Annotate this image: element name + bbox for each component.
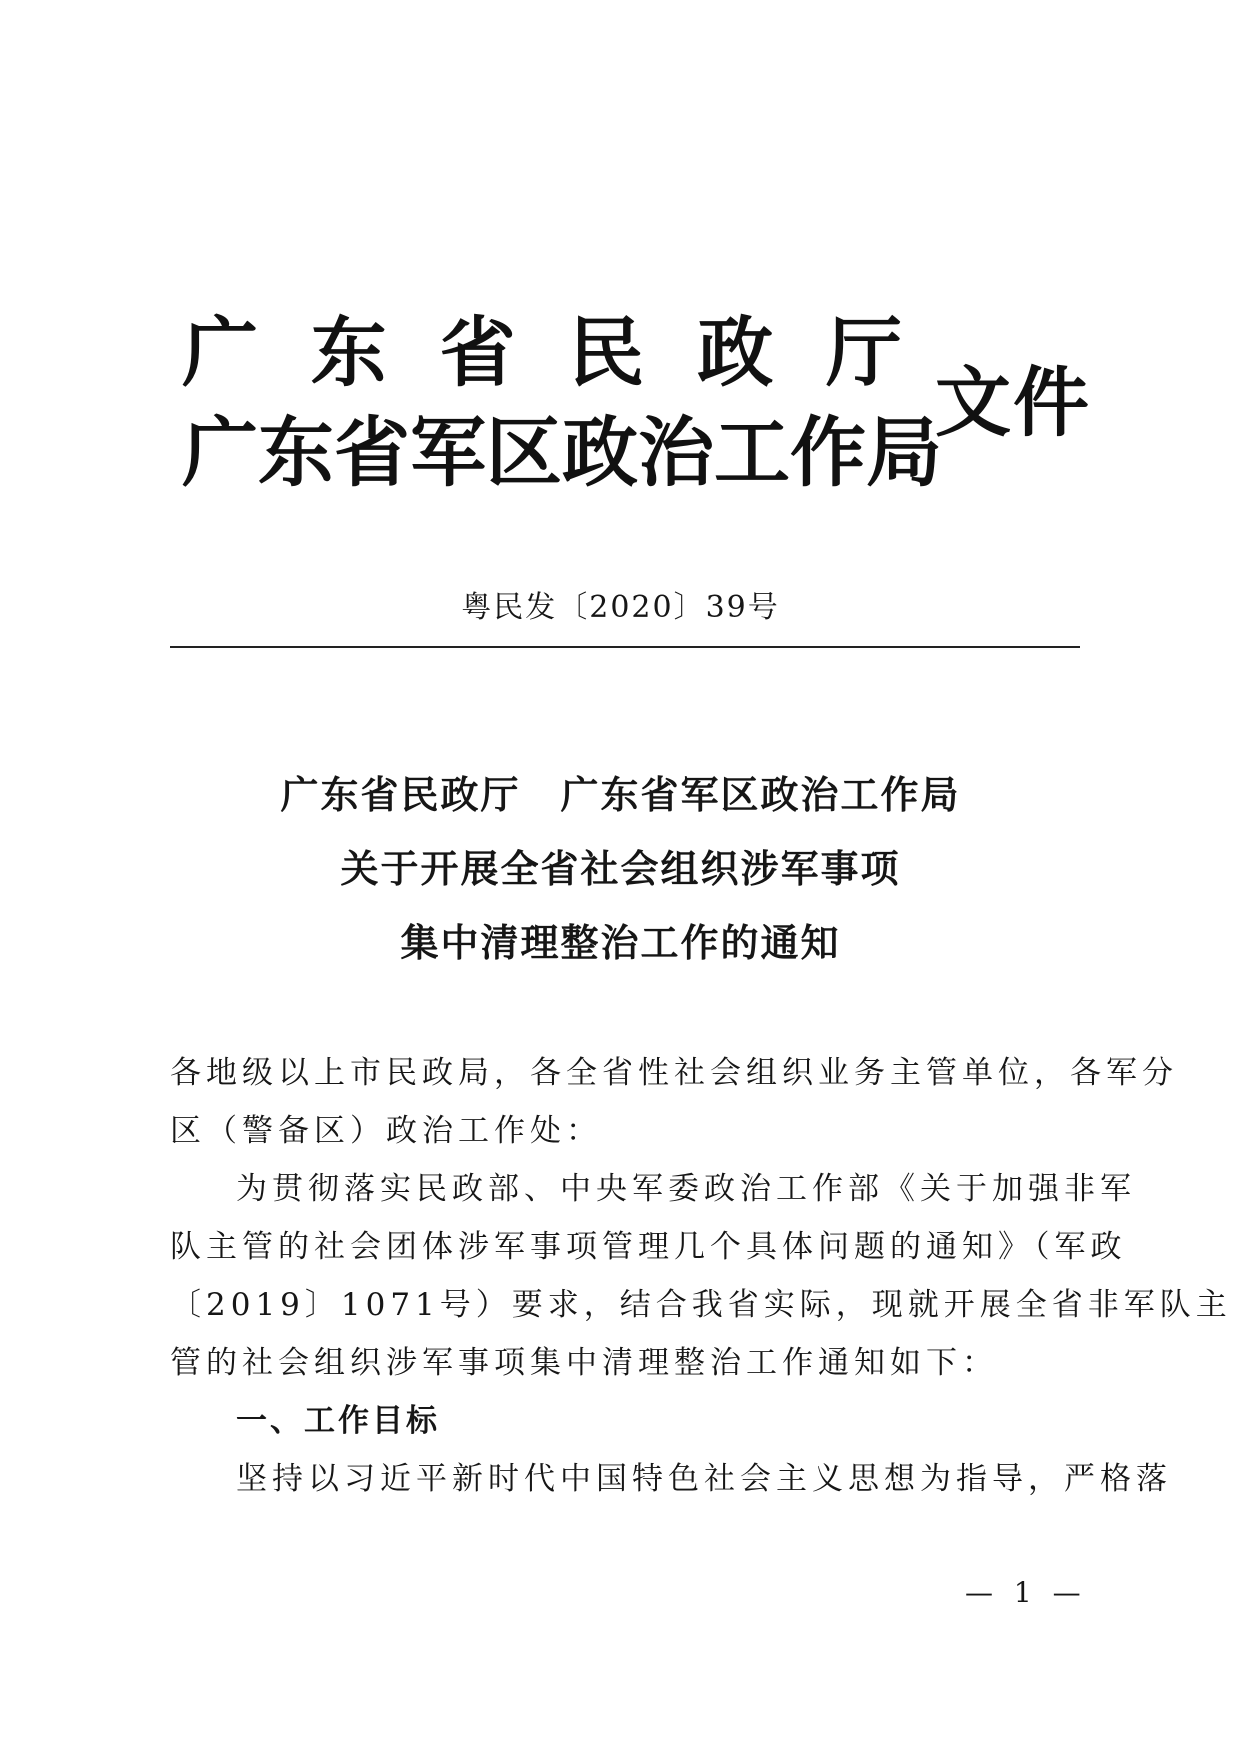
issuer-char: 广 bbox=[182, 408, 258, 497]
issuer-char: 政 bbox=[697, 308, 774, 397]
issuer-line-2 bbox=[182, 408, 942, 498]
issuer-char: 省 bbox=[334, 408, 410, 497]
issuer-char: 作 bbox=[790, 408, 866, 497]
document-suffix: 文件 bbox=[935, 358, 1091, 447]
title-line-2: 关于开展全省社会组织涉军事项 bbox=[340, 847, 901, 891]
issuer-char: 治 bbox=[638, 408, 714, 497]
document-title bbox=[0, 758, 1241, 980]
issuer-char: 工 bbox=[714, 408, 790, 497]
issuer-char: 省 bbox=[439, 308, 516, 397]
paragraph-1-line-1: 为贯彻落实民政部、中央军委政治工作部《关于加强非军 bbox=[236, 1171, 1136, 1207]
issuer-char: 东 bbox=[310, 308, 387, 397]
issuer-char: 政 bbox=[562, 408, 638, 497]
issuer-char: 民 bbox=[568, 308, 645, 397]
issuer-char: 广 bbox=[182, 308, 258, 397]
title-line-3: 集中清理整治工作的通知 bbox=[400, 921, 841, 965]
page-number: — 1 — bbox=[965, 1576, 1087, 1609]
document-body bbox=[170, 1044, 1232, 1508]
paragraph-1-line-3: 〔2019〕1071号）要求，结合我省实际，现就开展全省非军队主 bbox=[170, 1287, 1232, 1323]
issuer-line-1 bbox=[182, 308, 902, 398]
issuer-char: 局 bbox=[866, 408, 942, 497]
addressee-line-1: 各地级以上市民政局，各全省性社会组织业务主管单位，各军分 bbox=[170, 1055, 1178, 1091]
paragraph-2-line-1: 坚持以习近平新时代中国特色社会主义思想为指导，严格落 bbox=[236, 1461, 1172, 1497]
issuer-char: 军 bbox=[410, 408, 486, 497]
issuer-char: 东 bbox=[258, 408, 334, 497]
document-number: 粤民发〔2020〕39号 bbox=[461, 590, 780, 625]
issuer-char: 区 bbox=[486, 408, 562, 497]
issuer-char: 厅 bbox=[825, 308, 902, 397]
section-heading: 一、工作目标 bbox=[236, 1403, 440, 1439]
title-line-1: 广东省民政厅 广东省军区政治工作局 bbox=[280, 773, 961, 817]
header-divider bbox=[170, 646, 1080, 648]
paragraph-1-line-4: 管的社会组织涉军事项集中清理整治工作通知如下： bbox=[170, 1345, 998, 1381]
addressee-line-2: 区（警备区）政治工作处： bbox=[170, 1113, 602, 1149]
paragraph-1-line-2: 队主管的社会团体涉军事项管理几个具体问题的通知》（军政 bbox=[170, 1229, 1127, 1265]
